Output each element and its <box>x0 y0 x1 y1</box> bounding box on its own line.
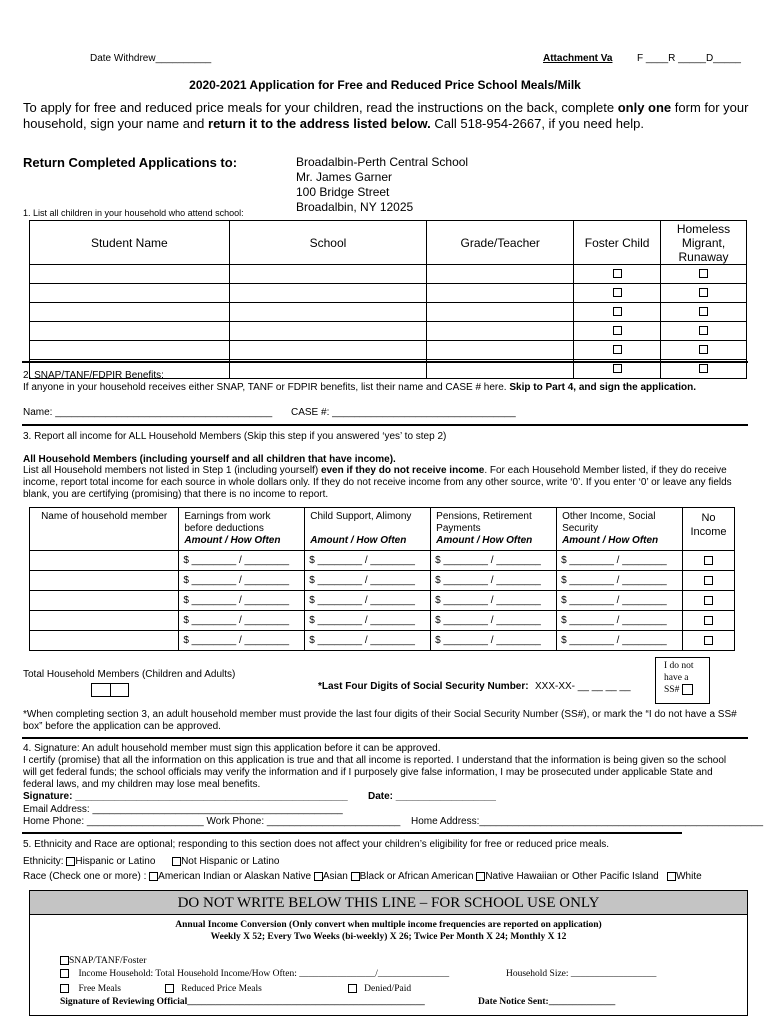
denied-checkbox[interactable] <box>348 984 357 993</box>
amount-field[interactable]: $ ________ / ________ <box>179 631 305 651</box>
determination-row: Free Meals <box>60 983 121 995</box>
address-line: 100 Bridge Street <box>296 185 390 199</box>
section3-title: 3. Report all income for ALL Household Members (Skip this step if you answered ‘yes’ to step 2) <box>23 431 447 442</box>
member-name-cell[interactable] <box>30 571 179 591</box>
col-child-support: Child Support, Alimony Amount / How Often <box>305 508 431 551</box>
amount-field[interactable]: $ ________ / ________ <box>557 571 683 591</box>
amount-field[interactable]: $ ________ / ________ <box>179 551 305 571</box>
ssn-field[interactable]: XXX-XX- __ __ __ __ <box>535 681 631 692</box>
return-to-label: Return Completed Applications to: <box>23 155 238 170</box>
snap-check-row: SNAP/TANF/Foster <box>60 955 146 967</box>
table-row <box>30 322 747 341</box>
ethnicity-row: Ethnicity: Hispanic or Latino Not Hispanic or Latino <box>23 856 280 867</box>
home-address-field[interactable]: Home Address:___________________________________________________ <box>411 816 764 827</box>
total-members-label: Total Household Members (Children and Adults) <box>23 669 236 680</box>
no-ssn-box: I do not have a SS# <box>655 657 710 704</box>
no-income-checkbox[interactable] <box>704 556 713 565</box>
section5-title: 5. Ethnicity and Race are optional; responding to this section does not affect your children’s eligibility for free or reduced price meals. <box>23 839 610 850</box>
section4-text: 4. Signature: An adult household member must sign this application before it can be approved. I certify (promise) that all the information on this application is true and that all income is reported. I understand that the information is being given so the school will get federal funds; the school officials may verify the information and if I purposely give false information, I may be prosecuted under applicable State and federal laws, and my children may lose meal benefits. <box>23 743 727 790</box>
income-household-checkbox[interactable] <box>60 969 69 978</box>
amount-field[interactable]: $ ________ / ________ <box>305 611 431 631</box>
amount-field[interactable]: $ ________ / ________ <box>557 631 683 651</box>
income-table <box>29 507 735 651</box>
school-cell[interactable] <box>229 265 427 284</box>
table-row <box>30 631 735 651</box>
divider <box>22 361 748 363</box>
school-cell[interactable] <box>229 341 427 360</box>
amount-field[interactable]: $ ________ / ________ <box>305 571 431 591</box>
foster-checkbox[interactable] <box>613 307 622 316</box>
homeless-checkbox[interactable] <box>699 364 708 373</box>
col-foster-child: Foster Child <box>574 221 661 265</box>
signature-field[interactable]: Signature: _________________________________________________ <box>23 791 348 802</box>
amount-field[interactable]: $ ________ / ________ <box>179 571 305 591</box>
foster-checkbox[interactable] <box>613 345 622 354</box>
grade-cell[interactable] <box>427 265 574 284</box>
member-name-cell[interactable] <box>30 551 179 571</box>
homeless-line: Migrant, <box>681 235 726 250</box>
race-row: Race (Check one or more) : American Indian or Alaskan Native Asian Black or African American Native Hawaiian or Other Pacific Island White <box>23 871 702 882</box>
homeless-checkbox[interactable] <box>699 288 708 297</box>
email-field[interactable]: Email Address: _____________________________________________ <box>23 804 343 815</box>
homeless-checkbox[interactable] <box>699 269 708 278</box>
student-name-cell[interactable] <box>30 265 230 284</box>
col-other-income: Other Income, Social Security Amount / How Often <box>557 508 683 551</box>
student-name-cell[interactable] <box>30 303 230 322</box>
school-cell[interactable] <box>229 284 427 303</box>
school-cell[interactable] <box>229 303 427 322</box>
table-row <box>30 284 747 303</box>
hispanic-checkbox[interactable] <box>66 857 75 866</box>
amount-field[interactable]: $ ________ / ________ <box>179 591 305 611</box>
amount-field[interactable]: $ ________ / ________ <box>431 571 557 591</box>
col-homeless <box>661 221 747 265</box>
children-header-row <box>30 221 747 265</box>
col-pensions: Pensions, Retirement Payments Amount / How Often <box>431 508 557 551</box>
date-withdrew-field[interactable]: Date Withdrew__________ <box>90 53 212 64</box>
pacific-islander-checkbox[interactable] <box>476 872 485 881</box>
col-no-income: No Income <box>682 508 734 551</box>
american-indian-checkbox[interactable] <box>149 872 158 881</box>
grade-cell[interactable] <box>427 303 574 322</box>
homeless-checkbox[interactable] <box>699 345 708 354</box>
income-header-row <box>30 508 735 551</box>
white-checkbox[interactable] <box>667 872 676 881</box>
divider <box>22 737 748 739</box>
col-grade-teacher: Grade/Teacher <box>427 221 574 265</box>
conversion-line-1: Annual Income Conversion (Only convert when multiple income frequencies are reported on application) <box>175 920 602 930</box>
divider <box>22 832 682 834</box>
no-income-checkbox[interactable] <box>704 636 713 645</box>
table-row <box>30 341 747 360</box>
amount-field[interactable]: $ ________ / ________ <box>431 611 557 631</box>
member-name-cell[interactable] <box>30 631 179 651</box>
divider <box>22 424 748 426</box>
table-row <box>30 611 735 631</box>
ssn-label: *Last Four Digits of Social Security Number: <box>318 681 529 692</box>
amount-field[interactable]: $ ________ / ________ <box>557 611 683 631</box>
table-row <box>30 551 735 571</box>
amount-field[interactable]: $ ________ / ________ <box>557 551 683 571</box>
foster-checkbox[interactable] <box>613 288 622 297</box>
phone-fields[interactable]: Home Phone: _____________________ Work Phone: ________________________ <box>23 816 401 827</box>
table-row <box>30 571 735 591</box>
no-income-checkbox[interactable] <box>704 616 713 625</box>
black-checkbox[interactable] <box>351 872 360 881</box>
denied-row: Denied/Paid <box>348 983 411 995</box>
amount-field[interactable]: $ ________ / ________ <box>557 591 683 611</box>
free-meals-checkbox[interactable] <box>60 984 69 993</box>
no-ssn-checkbox[interactable] <box>682 684 693 695</box>
section1-label: 1. List all children in your household who attend school: <box>23 208 244 218</box>
intro-text: To apply for free and reduced price meals for your children, read the instructions on the back, complete only one form for your household, sign your name and return it to the address listed below. Call 518-954-2667, if you need help. <box>23 100 749 131</box>
grade-cell[interactable] <box>427 284 574 303</box>
homeless-line: Runaway <box>678 249 729 264</box>
col-student-name: Student Name <box>30 221 230 265</box>
section3-instructions: List all Household members not listed in Step 1 (including yourself) even if they do not receive income. For each Household Member listed, if they do receive income, report total income for each source in whole dollars only. If they do not receive income from any other source, write ‘0’. If you enter ‘0’ or leave any fields blank, you are certifying (promising) that there is no income to report. <box>23 465 732 500</box>
snap-checkbox[interactable] <box>60 956 69 965</box>
snap-name-field[interactable]: Name: _______________________________________ <box>23 407 273 418</box>
amount-field[interactable]: $ ________ / ________ <box>305 631 431 651</box>
return-address <box>296 155 468 215</box>
table-row <box>30 265 747 284</box>
amount-field[interactable]: $ ________ / ________ <box>179 611 305 631</box>
address-line: Broadalbin-Perth Central School <box>296 155 469 169</box>
address-line: Broadalbin, NY 12025 <box>296 200 414 214</box>
student-name-cell[interactable] <box>30 341 230 360</box>
address-line: Mr. James Garner <box>296 170 393 184</box>
homeless-checkbox[interactable] <box>699 326 708 335</box>
table-row <box>30 303 747 322</box>
date-field[interactable]: Date: __________________ <box>368 791 496 802</box>
section2-title: 2. SNAP/TANF/FDPIR Benefits: <box>23 370 164 381</box>
conversion-line-2: Weekly X 52; Every Two Weeks (bi-weekly) X 26; Twice Per Month X 24; Monthly X 12 <box>210 932 567 942</box>
school-cell[interactable] <box>229 322 427 341</box>
col-earnings: Earnings from work before deductions Amount / How Often <box>179 508 305 551</box>
homeless-checkbox[interactable] <box>699 307 708 316</box>
amount-field[interactable]: $ ________ / ________ <box>305 591 431 611</box>
foster-checkbox[interactable] <box>613 364 622 373</box>
homeless-line: Homeless <box>676 221 731 236</box>
amount-field[interactable]: $ ________ / ________ <box>431 551 557 571</box>
grade-cell[interactable] <box>427 341 574 360</box>
household-size-field[interactable]: Household Size: __________________ <box>506 969 657 979</box>
total-members-field[interactable] <box>91 683 129 697</box>
attachment-label: Attachment Va <box>543 53 613 64</box>
not-hispanic-checkbox[interactable] <box>172 857 181 866</box>
section2-text: If anyone in your household receives either SNAP, TANF or FDPIR benefits, list their name and CASE # here. Skip to Part 4, and sign the application. <box>23 382 697 393</box>
snap-case-field[interactable]: CASE #: _________________________________ <box>291 407 516 418</box>
member-name-cell[interactable] <box>30 591 179 611</box>
member-name-cell[interactable] <box>30 611 179 631</box>
no-income-checkbox[interactable] <box>704 596 713 605</box>
frd-field[interactable]: F ____R _____D_____ <box>637 53 741 64</box>
no-income-checkbox[interactable] <box>704 576 713 585</box>
student-name-cell[interactable] <box>30 284 230 303</box>
form-title: 2020-2021 Application for Free and Reduced Price School Meals/Milk <box>189 78 581 92</box>
income-household-row: Income Household: Total Household Income/How Often: ________________/_______________ <box>60 968 449 980</box>
date-notice-field[interactable]: Date Notice Sent:______________ <box>478 997 616 1007</box>
grade-cell[interactable] <box>427 322 574 341</box>
col-school: School <box>229 221 427 265</box>
amount-field[interactable]: $ ________ / ________ <box>431 631 557 651</box>
reduced-meals-checkbox[interactable] <box>165 984 174 993</box>
foster-checkbox[interactable] <box>613 326 622 335</box>
foster-checkbox[interactable] <box>613 269 622 278</box>
amount-field[interactable]: $ ________ / ________ <box>431 591 557 611</box>
reduced-row: Reduced Price Meals <box>165 983 262 995</box>
col-household-member: Name of household member <box>30 508 179 551</box>
ssn-note: *When completing section 3, an adult household member must provide the last four digits of their Social Security Number (SS#), or mark the “I do not have a SS# box” before the application can be approved. <box>23 709 737 732</box>
children-table <box>29 220 747 379</box>
amount-field[interactable]: $ ________ / ________ <box>305 551 431 571</box>
table-row <box>30 591 735 611</box>
official-signature-field[interactable]: Signature of Reviewing Official__________________________________________________ <box>60 997 425 1007</box>
student-name-cell[interactable] <box>30 322 230 341</box>
asian-checkbox[interactable] <box>314 872 323 881</box>
section3-bold-line: All Household Members (including yourself and all children that have income). <box>23 454 396 465</box>
office-use-banner: DO NOT WRITE BELOW THIS LINE – FOR SCHOOL USE ONLY <box>30 891 747 915</box>
